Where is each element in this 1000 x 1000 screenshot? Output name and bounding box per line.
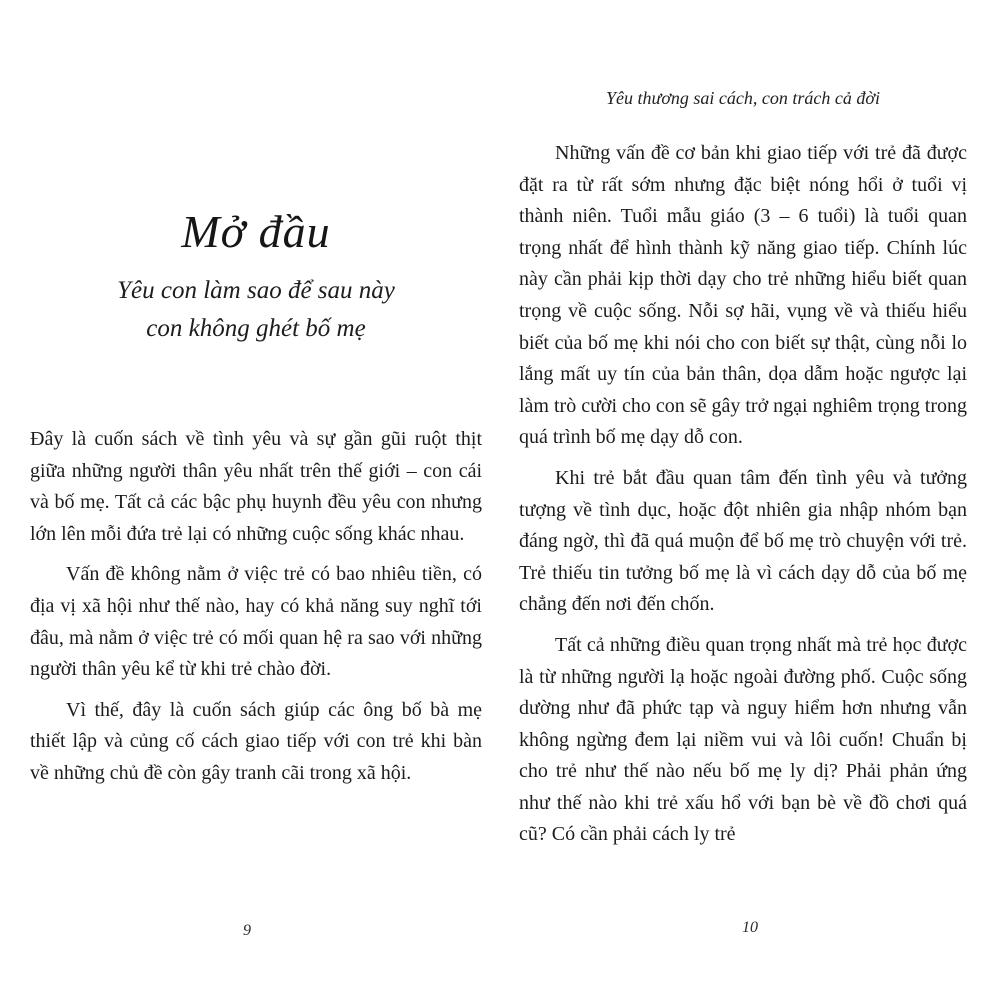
- right-page: [519, 0, 967, 1000]
- chapter-subtitle-line-1: Yêu con làm sao để sau này: [117, 277, 395, 304]
- chapter-subtitle-line-2: con không ghét bố mẹ: [146, 315, 366, 342]
- paragraph: Khi trẻ bắt đầu quan tâm đến tình yêu và tưởng tượng về tình dục, hoặc đột nhiên gia nhập nhóm bạn đáng ngờ, thì đã quá muộn để bố mẹ trò chuyện với trẻ. Trẻ thiếu tin tưởng bố mẹ là vì cách dạy dỗ của bố mẹ chẳng đến nơi đến chốn.: [519, 466, 967, 616]
- paragraph: Vì thế, đây là cuốn sách giúp các ông bố bà mẹ thiết lập và củng cố cách giao tiếp với con trẻ khi bàn về những chủ đề còn gây tranh cãi trong xã hội.: [30, 698, 482, 784]
- paragraph: Vấn đề không nằm ở việc trẻ có bao nhiêu tiền, có địa vị xã hội như thế nào, hay có khả năng suy nghĩ tới đâu, mà nằm ở việc trẻ có mối quan hệ ra sao với những người thân yêu kể từ khi trẻ chào đời.: [30, 563, 482, 681]
- running-header: Yêu thương sai cách, con trách cả đời: [606, 88, 880, 108]
- left-page: [30, 0, 482, 1000]
- left-page-body: [30, 424, 482, 799]
- right-page-body: [519, 138, 967, 860]
- paragraph: Đây là cuốn sách về tình yêu và sự gần gũi ruột thịt giữa những người thân yêu nhất trên thế giới – con cái và bố mẹ. Tất cả các bậc phụ huynh đều yêu con nhưng lớn lên mỗi đứa trẻ lại có những cuộc sống khác nhau.: [30, 428, 482, 545]
- page-number-right: 10: [742, 919, 758, 936]
- chapter-title: Mở đầu: [181, 206, 331, 257]
- chapter-subtitle: [30, 272, 482, 348]
- paragraph: Tất cả những điều quan trọng nhất mà trẻ học được là từ những người lạ hoặc ngoài đường phố. Cuộc sống dường như đã phức tạp và nguy hiểm hơn nhưng vẫn không ngừng đem lại niềm vui và lôi cuốn! Chuẩn bị cho trẻ như thế nào nếu bố mẹ ly dị? Phải phản ứng như thế nào khi trẻ xấu hổ với bạn bè về đồ chơi quá cũ? Có cần phải cách ly trẻ: [519, 633, 967, 846]
- paragraph: Những vấn đề cơ bản khi giao tiếp với trẻ đã được đặt ra từ rất sớm nhưng đặc biệt nóng hổi ở tuổi vị thành niên. Tuổi mẫu giáo (3 – 6 tuổi) là tuổi quan trọng nhất để hình thành kỹ năng giao tiếp. Chính lúc này cần phải kịp thời dạy cho trẻ những hiểu biết quan trọng về cuộc sống. Nỗi sợ hãi, vụng về và thiếu hiểu biết của bố mẹ khi nói cho con biết sự thật, cùng nỗi lo lắng mất uy tín của bản thân, dọa dẫm hoặc ngược lại làm trò cười cho con sẽ gây trở ngại nghiêm trọng trong quá trình bố mẹ dạy dỗ con.: [519, 142, 967, 449]
- page-number-left: 9: [243, 922, 251, 939]
